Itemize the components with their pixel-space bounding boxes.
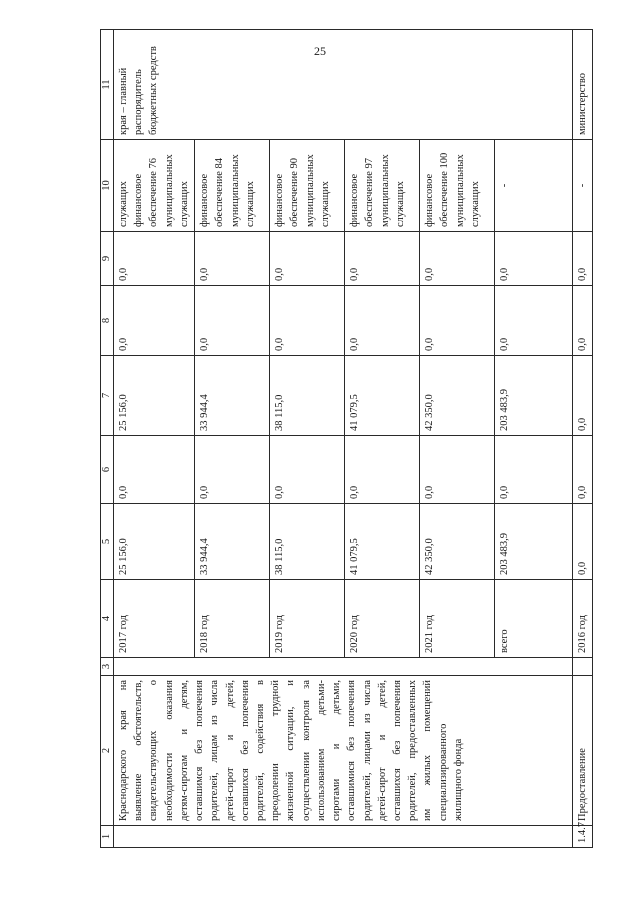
value-col9: 0,0 [270, 232, 345, 286]
header-col-8: 8 [101, 286, 114, 356]
year-cell: 2020 год [345, 580, 420, 658]
value-col8: 0,0 [270, 286, 345, 356]
value-col6: 0,0 [345, 436, 420, 504]
value-col7: 33 944,4 [195, 356, 270, 436]
value-col9: 0,0 [573, 232, 593, 286]
result-cell: финансовое обеспечение 90 муниципальных служащих [270, 140, 345, 232]
item-description: Краснодарского края на выявление обстоятельств, свидетельствующих о необходимости оказания детям-сиротам и детям, оставшимся без попечения родителей, лицам из числа детей-сирот и детей, оставшихся без попечения родителей, содействия в преодолении трудной жизненной ситуации, и осуществлении контроля за использованием детьми-сиротами и детьми, оставшимися без попечения родителей, лицами из числа детей-сирот и детей, оставшихся без попечения родителей, предоставленных им жилых помещений специализированного жилищного фонда [114, 676, 573, 826]
value-col6: 0,0 [495, 436, 573, 504]
item-number-cell [114, 826, 573, 848]
header-col-6: 6 [101, 436, 114, 504]
value-col9: 0,0 [345, 232, 420, 286]
value-col7: 203 483,9 [495, 356, 573, 436]
header-col-2: 2 [101, 676, 114, 826]
header-col-11: 11 [101, 30, 114, 140]
value-col7: 25 156,0 [114, 356, 195, 436]
table-row [114, 30, 195, 848]
program-table [100, 29, 593, 848]
value-col6: 0,0 [573, 436, 593, 504]
value-col6: 0,0 [114, 436, 195, 504]
value-col8: 0,0 [573, 286, 593, 356]
value-col7: 38 115,0 [270, 356, 345, 436]
item-description: Предоставление [573, 676, 593, 826]
year-cell: 2019 год [270, 580, 345, 658]
value-col8: 0,0 [114, 286, 195, 356]
value-col5: 0,0 [573, 504, 593, 580]
value-col7: 41 079,5 [345, 356, 420, 436]
page-number: 25 [314, 44, 326, 58]
result-cell: финансовое обеспечение 84 муниципальных служащих [195, 140, 270, 232]
value-col7: 0,0 [573, 356, 593, 436]
header-col-3: 3 [101, 658, 114, 676]
result-cell [114, 140, 195, 232]
continued-word: служащих [118, 181, 129, 227]
value-col6: 0,0 [195, 436, 270, 504]
result-text: финансовое обеспечение 76 муниципальных служащих [133, 154, 190, 227]
value-col6: 0,0 [420, 436, 495, 504]
header-col-10: 10 [101, 140, 114, 232]
value-col5: 38 115,0 [270, 504, 345, 580]
value-col9: 0,0 [114, 232, 195, 286]
value-col8: 0,0 [420, 286, 495, 356]
table-row [573, 30, 593, 848]
header-col-7: 7 [101, 356, 114, 436]
value-col6: 0,0 [270, 436, 345, 504]
header-col-1: 1 [101, 826, 114, 848]
col3-cell [573, 658, 593, 676]
value-col5: 203 483,9 [495, 504, 573, 580]
result-cell: - [495, 140, 573, 232]
executor-cell: края – главный распорядитель бюджетных средств [114, 30, 573, 140]
value-col5: 41 079,5 [345, 504, 420, 580]
value-col9: 0,0 [420, 232, 495, 286]
col3-cell [114, 658, 573, 676]
year-cell: всего [495, 580, 573, 658]
value-col9: 0,0 [495, 232, 573, 286]
year-cell: 2017 год [114, 580, 195, 658]
header-col-9: 9 [101, 232, 114, 286]
header-col-5: 5 [101, 504, 114, 580]
rotated-table-wrapper [100, 46, 589, 848]
year-cell: 2016 год [573, 580, 593, 658]
result-cell: финансовое обеспечение 97 муниципальных служащих [345, 140, 420, 232]
value-col5: 42 350,0 [420, 504, 495, 580]
value-col5: 33 944,4 [195, 504, 270, 580]
header-col-4: 4 [101, 580, 114, 658]
result-cell: - [573, 140, 593, 232]
value-col9: 0,0 [195, 232, 270, 286]
value-col8: 0,0 [345, 286, 420, 356]
year-cell: 2018 год [195, 580, 270, 658]
value-col8: 0,0 [195, 286, 270, 356]
value-col7: 42 350,0 [420, 356, 495, 436]
result-cell: финансовое обеспечение 100 муниципальных служащих [420, 140, 495, 232]
value-col5: 25 156,0 [114, 504, 195, 580]
value-col8: 0,0 [495, 286, 573, 356]
item-number-cell: 1.4.7 [573, 826, 593, 848]
year-cell: 2021 год [420, 580, 495, 658]
header-row [101, 30, 114, 848]
executor-cell: министерство [573, 30, 593, 140]
